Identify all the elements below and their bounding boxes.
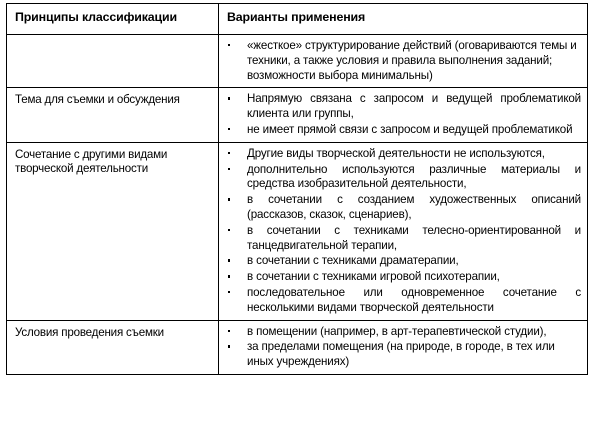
variant-bullet-list xyxy=(219,143,587,320)
bullet-text: дополнительно используются различные материалы и средства изобразительной деятельности, xyxy=(247,162,581,191)
variant-cell xyxy=(219,320,588,374)
bullet-text: Другие виды творческой деятельности не используются, xyxy=(247,146,545,160)
bullet-dot-icon xyxy=(228,44,230,46)
bullet-item xyxy=(219,147,581,162)
bullet-item xyxy=(219,340,581,370)
bullet-text: в сочетании с техниками драматерапии, xyxy=(247,254,459,268)
variant-bullet-list xyxy=(219,88,587,141)
bullet-dot-icon xyxy=(228,229,230,231)
bullet-text: в помещении (например, в арт-терапевтической студии), xyxy=(247,324,547,338)
bullet-item xyxy=(219,92,581,122)
table-row xyxy=(7,320,588,374)
variant-bullet-list xyxy=(219,321,587,374)
column-header-principles xyxy=(7,4,219,35)
bullet-text: Напрямую связана с запросом и ведущей проблематикой клиента или группы, xyxy=(247,92,581,121)
principle-cell xyxy=(7,320,219,374)
bullet-dot-icon xyxy=(228,168,230,170)
bullet-text: последовательное или одновременное сочетание с несколькими видами творческой деятельности xyxy=(247,285,581,314)
bullet-item xyxy=(219,270,581,285)
bullet-text: в сочетании с созданием художественных описаний (рассказов, сказок, сценариев), xyxy=(247,193,581,221)
column-header-variants xyxy=(219,4,588,35)
bullet-item xyxy=(219,163,581,193)
principle-label: Условия проведения съемки xyxy=(15,325,164,339)
bullet-item xyxy=(219,39,581,83)
table-header-row xyxy=(7,4,588,35)
variant-cell xyxy=(219,88,588,142)
bullet-dot-icon xyxy=(228,275,230,277)
column-header-variants-label: Варианты применения xyxy=(227,10,366,24)
principle-cell xyxy=(7,142,219,320)
bullet-dot-icon xyxy=(228,128,230,130)
bullet-dot-icon xyxy=(228,345,230,347)
bullet-text: не имеет прямой связи с запросом и ведущей проблематикой xyxy=(247,122,573,136)
variant-cell xyxy=(219,142,588,320)
table-row xyxy=(7,142,588,320)
bullet-item xyxy=(219,224,581,254)
bullet-dot-icon xyxy=(228,97,230,99)
column-header-principles-label: Принципы классификации xyxy=(15,10,177,24)
bullet-text: в сочетании с техниками игровой психотерапии, xyxy=(247,270,500,284)
variant-cell xyxy=(219,35,588,88)
bullet-dot-icon xyxy=(228,152,230,154)
principle-label: Тема для съемки и обсуждения xyxy=(15,93,180,107)
bullet-item xyxy=(219,325,581,340)
bullet-item xyxy=(219,286,581,316)
principle-label: Сочетание с другими видами творческой деятельности xyxy=(15,147,168,176)
classification-table xyxy=(6,3,588,375)
bullet-text: за пределами помещения (на природе, в городе, в тех или иных учреждениях) xyxy=(247,340,555,369)
principle-cell xyxy=(7,35,219,88)
principle-cell xyxy=(7,88,219,142)
bullet-dot-icon xyxy=(228,330,230,332)
bullet-dot-icon xyxy=(228,259,230,261)
table-row xyxy=(7,88,588,142)
bullet-dot-icon xyxy=(228,198,230,200)
bullet-text: «жесткое» структурирование действий (оговариваются темы и техники, а также условия и правила выполнения заданий; возможности выбора минимальны) xyxy=(247,39,577,82)
bullet-dot-icon xyxy=(228,291,230,293)
variant-bullet-list xyxy=(219,35,587,87)
table-row xyxy=(7,35,588,88)
bullet-item xyxy=(219,193,581,223)
bullet-text: в сочетании с техниками телесно-ориентированной и танцедвигательной терапии, xyxy=(247,223,581,252)
bullet-item xyxy=(219,254,581,269)
classification-table-container xyxy=(6,3,587,375)
bullet-item xyxy=(219,123,581,138)
principle-label xyxy=(7,35,218,44)
